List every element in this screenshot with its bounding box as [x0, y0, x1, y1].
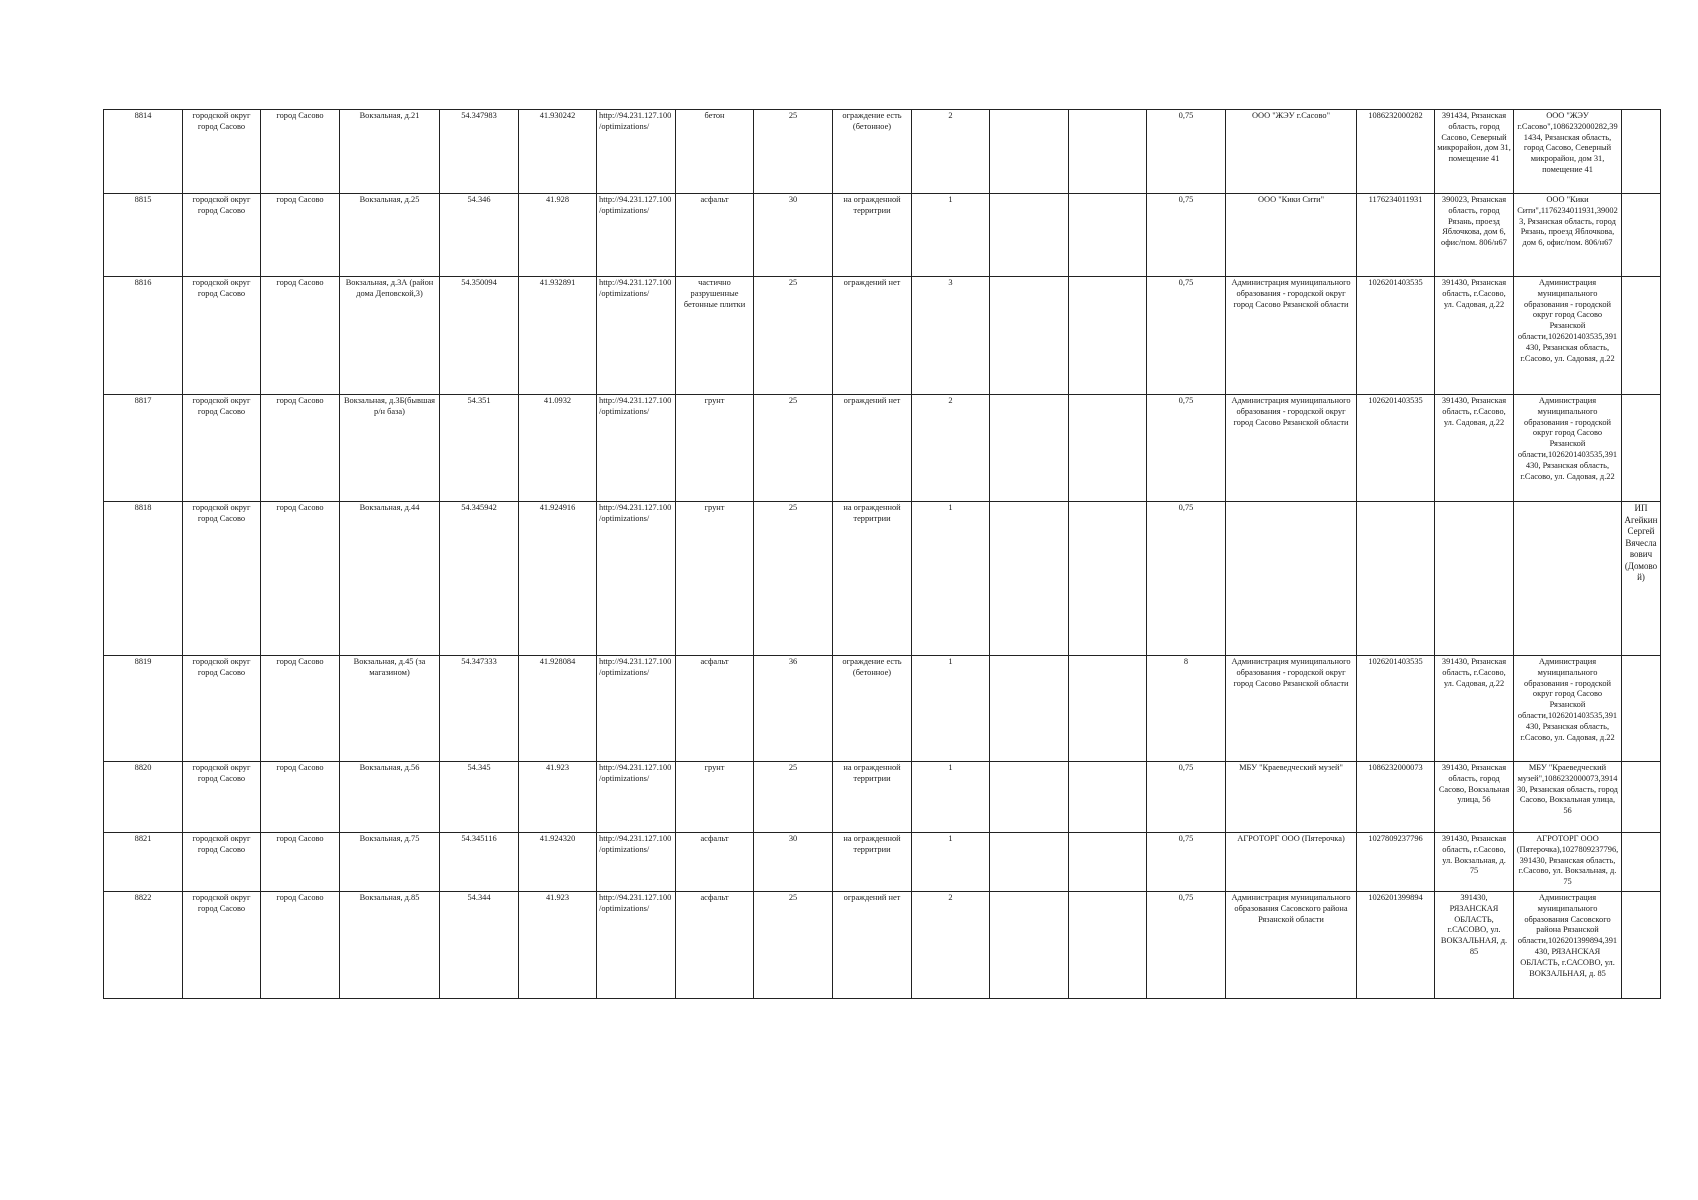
area-cell: 25: [754, 277, 833, 395]
fence-cell: на огражденной территрии: [833, 502, 912, 656]
address-cell: Вокзальная, д.3А (район дома Деповской,3): [340, 277, 440, 395]
container-volume-cell: 0,75: [1147, 194, 1226, 277]
district-cell: городской округ город Сасово: [183, 194, 261, 277]
district-cell: городской округ город Сасово: [183, 395, 261, 502]
area-cell: 25: [754, 892, 833, 999]
latitude-cell: 54.345: [440, 762, 519, 833]
owner-address-cell: 391430, Рязанская область, г.Сасово, ул. Садовая, д.22: [1435, 277, 1514, 395]
record-number-cell: 8815: [104, 194, 183, 277]
district-cell: городской округ город Сасово: [183, 110, 261, 194]
record-number-cell: 8817: [104, 395, 183, 502]
container-volume-cell: 0,75: [1147, 395, 1226, 502]
containers-count-cell: 2: [912, 395, 990, 502]
empty-cell: [1069, 194, 1147, 277]
empty-cell: [1069, 395, 1147, 502]
empty-cell: [990, 892, 1069, 999]
map-link-cell: http://94.231.127.100/optimizations/: [597, 656, 676, 762]
extra-owner-cell: ИП Агейкин Сергей Вячеславович (Домово й): [1622, 502, 1661, 656]
latitude-cell: 54.351: [440, 395, 519, 502]
fence-cell: ограждение есть (бетонное): [833, 110, 912, 194]
ogrn-cell: 1086232000073: [1357, 762, 1435, 833]
district-cell: городской округ город Сасово: [183, 892, 261, 999]
area-cell: 25: [754, 395, 833, 502]
waste-sources-cell: ООО "ЖЭУ г.Сасово",1086232000282,391434, Рязанская область, город Сасово, Северный микрорайон, дом 31, помещение 41: [1514, 110, 1622, 194]
extra-owner-cell: [1622, 762, 1661, 833]
surface-type-cell: грунт: [676, 395, 754, 502]
ogrn-cell: 1026201403535: [1357, 277, 1435, 395]
settlement-cell: город Сасово: [261, 762, 340, 833]
map-link-cell: http://94.231.127.100/optimizations/: [597, 502, 676, 656]
empty-cell: [1069, 110, 1147, 194]
address-cell: Вокзальная, д.44: [340, 502, 440, 656]
ogrn-cell: 1086232000282: [1357, 110, 1435, 194]
containers-count-cell: 1: [912, 833, 990, 892]
extra-owner-cell: [1622, 656, 1661, 762]
surface-type-cell: грунт: [676, 762, 754, 833]
extra-owner-cell: [1622, 892, 1661, 999]
table-row: [104, 110, 1661, 194]
owner-address-cell: 391430, РЯЗАНСКАЯ ОБЛАСТЬ, г.САСОВО, ул. ВОКЗАЛЬНАЯ, д. 85: [1435, 892, 1514, 999]
latitude-cell: 54.347333: [440, 656, 519, 762]
area-cell: 36: [754, 656, 833, 762]
fence-cell: на огражденной территрии: [833, 194, 912, 277]
empty-cell: [1069, 762, 1147, 833]
record-number-cell: 8816: [104, 277, 183, 395]
owner-name-cell: ООО "ЖЭУ г.Сасово": [1226, 110, 1357, 194]
surface-type-cell: асфальт: [676, 656, 754, 762]
empty-cell: [990, 502, 1069, 656]
table-row: [104, 395, 1661, 502]
address-cell: Вокзальная, д.56: [340, 762, 440, 833]
record-number-cell: 8822: [104, 892, 183, 999]
containers-count-cell: 1: [912, 762, 990, 833]
surface-type-cell: бетон: [676, 110, 754, 194]
container-volume-cell: 0,75: [1147, 277, 1226, 395]
longitude-cell: 41.0932: [519, 395, 597, 502]
map-link-cell: http://94.231.127.100/optimizations/: [597, 395, 676, 502]
empty-cell: [990, 656, 1069, 762]
table-row: [104, 277, 1661, 395]
surface-type-cell: асфальт: [676, 194, 754, 277]
surface-type-cell: асфальт: [676, 892, 754, 999]
owner-name-cell: Администрация муниципального образования - городской округ город Сасово Рязанской области: [1226, 656, 1357, 762]
fence-cell: ограждение есть (бетонное): [833, 656, 912, 762]
container-volume-cell: 0,75: [1147, 833, 1226, 892]
containers-count-cell: 1: [912, 194, 990, 277]
latitude-cell: 54.345116: [440, 833, 519, 892]
settlement-cell: город Сасово: [261, 892, 340, 999]
empty-cell: [990, 395, 1069, 502]
district-cell: городской округ город Сасово: [183, 656, 261, 762]
surface-type-cell: грунт: [676, 502, 754, 656]
waste-sources-cell: [1514, 502, 1622, 656]
record-number-cell: 8814: [104, 110, 183, 194]
map-link-cell: http://94.231.127.100/optimizations/: [597, 194, 676, 277]
owner-address-cell: 390023, Рязанская область, город Рязань, проезд Яблочкова, дом 6, офис/пом. 806/н67: [1435, 194, 1514, 277]
owner-address-cell: 391430, Рязанская область, город Сасово, Вокзальная улица, 56: [1435, 762, 1514, 833]
address-cell: Вокзальная, д.21: [340, 110, 440, 194]
map-link-cell: http://94.231.127.100/optimizations/: [597, 277, 676, 395]
settlement-cell: город Сасово: [261, 502, 340, 656]
containers-count-cell: 3: [912, 277, 990, 395]
settlement-cell: город Сасово: [261, 110, 340, 194]
longitude-cell: 41.923: [519, 762, 597, 833]
address-cell: Вокзальная, д.3Б(бывшая р/н база): [340, 395, 440, 502]
waste-sources-cell: Администрация муниципального образования - городской округ город Сасово Рязанской области,1026201403535,391430, Рязанская область, г.Сасово, ул. Садовая, д.22: [1514, 277, 1622, 395]
settlement-cell: город Сасово: [261, 395, 340, 502]
waste-sources-cell: Администрация муниципального образования Сасовского района Рязанской области,1026201399894,391430, РЯЗАНСКАЯ ОБЛАСТЬ, г.САСОВО, ул. ВОКЗАЛЬНАЯ, д. 85: [1514, 892, 1622, 999]
map-link-cell: http://94.231.127.100/optimizations/: [597, 892, 676, 999]
containers-count-cell: 2: [912, 892, 990, 999]
owner-address-cell: 391434, Рязанская область, город Сасово, Северный микрорайон, дом 31, помещение 41: [1435, 110, 1514, 194]
settlement-cell: город Сасово: [261, 656, 340, 762]
latitude-cell: 54.344: [440, 892, 519, 999]
table-row: [104, 502, 1661, 656]
table-row: [104, 762, 1661, 833]
waste-sources-cell: АГРОТОРГ ООО (Пятерочка),1027809237796,391430, Рязанская область, г.Сасово, ул. Вокзальная, д. 75: [1514, 833, 1622, 892]
longitude-cell: 41.928: [519, 194, 597, 277]
empty-cell: [1069, 892, 1147, 999]
latitude-cell: 54.345942: [440, 502, 519, 656]
fence-cell: на огражденной территрии: [833, 762, 912, 833]
longitude-cell: 41.924320: [519, 833, 597, 892]
map-link-cell: http://94.231.127.100/optimizations/: [597, 833, 676, 892]
waste-sources-cell: Администрация муниципального образования - городской округ город Сасово Рязанской области,1026201403535,391430, Рязанская область, г.Сасово, ул. Садовая, д.22: [1514, 395, 1622, 502]
empty-cell: [1069, 502, 1147, 656]
containers-count-cell: 1: [912, 502, 990, 656]
container-volume-cell: 8: [1147, 656, 1226, 762]
address-cell: Вокзальная, д.85: [340, 892, 440, 999]
container-volume-cell: 0,75: [1147, 892, 1226, 999]
fence-cell: ограждений нет: [833, 395, 912, 502]
record-number-cell: 8820: [104, 762, 183, 833]
empty-cell: [1069, 833, 1147, 892]
settlement-cell: город Сасово: [261, 277, 340, 395]
table-row: [104, 833, 1661, 892]
fence-cell: ограждений нет: [833, 277, 912, 395]
owner-name-cell: [1226, 502, 1357, 656]
district-cell: городской округ город Сасово: [183, 762, 261, 833]
area-cell: 30: [754, 194, 833, 277]
owner-name-cell: АГРОТОРГ ООО (Пятерочка): [1226, 833, 1357, 892]
owner-name-cell: Администрация муниципального образования Сасовского района Рязанской области: [1226, 892, 1357, 999]
waste-sources-cell: Администрация муниципального образования - городской округ город Сасово Рязанской области,1026201403535,391430, Рязанская область, г.Сасово, ул. Садовая, д.22: [1514, 656, 1622, 762]
extra-owner-cell: [1622, 194, 1661, 277]
fence-cell: ограждений нет: [833, 892, 912, 999]
empty-cell: [990, 194, 1069, 277]
fence-cell: на огражденной территрии: [833, 833, 912, 892]
longitude-cell: 41.924916: [519, 502, 597, 656]
area-cell: 25: [754, 762, 833, 833]
table-body: [104, 110, 1661, 999]
table-row: [104, 194, 1661, 277]
table-row: [104, 892, 1661, 999]
waste-sources-cell: МБУ "Краеведческий музей",1086232000073,391430, Рязанская область, город Сасово, Вокзальная улица, 56: [1514, 762, 1622, 833]
owner-name-cell: Администрация муниципального образования - городской округ город Сасово Рязанской области: [1226, 395, 1357, 502]
longitude-cell: 41.932891: [519, 277, 597, 395]
empty-cell: [990, 833, 1069, 892]
extra-owner-cell: [1622, 833, 1661, 892]
map-link-cell: http://94.231.127.100/optimizations/: [597, 110, 676, 194]
record-number-cell: 8818: [104, 502, 183, 656]
containers-count-cell: 1: [912, 656, 990, 762]
owner-name-cell: МБУ "Краеведческий музей": [1226, 762, 1357, 833]
empty-cell: [990, 277, 1069, 395]
containers-count-cell: 2: [912, 110, 990, 194]
district-cell: городской округ город Сасово: [183, 277, 261, 395]
waste-sources-cell: ООО "Кики Сити",1176234011931,390023, Рязанская область, город Рязань, проезд Яблочкова, дом 6, офис/пом. 806/н67: [1514, 194, 1622, 277]
container-volume-cell: 0,75: [1147, 502, 1226, 656]
area-cell: 25: [754, 502, 833, 656]
longitude-cell: 41.923: [519, 892, 597, 999]
settlement-cell: город Сасово: [261, 833, 340, 892]
registry-table: [103, 109, 1661, 999]
owner-name-cell: Администрация муниципального образования - городской округ город Сасово Рязанской области: [1226, 277, 1357, 395]
latitude-cell: 54.346: [440, 194, 519, 277]
map-link-cell: http://94.231.127.100/optimizations/: [597, 762, 676, 833]
owner-address-cell: 391430, Рязанская область, г.Сасово, ул. Вокзальная, д. 75: [1435, 833, 1514, 892]
owner-address-cell: 391430, Рязанская область, г.Сасово, ул. Садовая, д.22: [1435, 656, 1514, 762]
empty-cell: [1069, 656, 1147, 762]
latitude-cell: 54.347983: [440, 110, 519, 194]
surface-type-cell: частично разрушенные бетонные плитки: [676, 277, 754, 395]
extra-owner-cell: [1622, 110, 1661, 194]
empty-cell: [990, 110, 1069, 194]
table-row: [104, 656, 1661, 762]
record-number-cell: 8821: [104, 833, 183, 892]
settlement-cell: город Сасово: [261, 194, 340, 277]
ogrn-cell: 1026201403535: [1357, 395, 1435, 502]
address-cell: Вокзальная, д.75: [340, 833, 440, 892]
empty-cell: [990, 762, 1069, 833]
latitude-cell: 54.350094: [440, 277, 519, 395]
address-cell: Вокзальная, д.45 (за магазином): [340, 656, 440, 762]
owner-address-cell: 391430, Рязанская область, г.Сасово, ул. Садовая, д.22: [1435, 395, 1514, 502]
extra-owner-cell: [1622, 395, 1661, 502]
ogrn-cell: 1027809237796: [1357, 833, 1435, 892]
ogrn-cell: [1357, 502, 1435, 656]
district-cell: городской округ город Сасово: [183, 502, 261, 656]
ogrn-cell: 1176234011931: [1357, 194, 1435, 277]
area-cell: 25: [754, 110, 833, 194]
extra-owner-cell: [1622, 277, 1661, 395]
owner-name-cell: ООО "Кики Сити": [1226, 194, 1357, 277]
area-cell: 30: [754, 833, 833, 892]
surface-type-cell: асфальт: [676, 833, 754, 892]
empty-cell: [1069, 277, 1147, 395]
longitude-cell: 41.928084: [519, 656, 597, 762]
container-volume-cell: 0,75: [1147, 762, 1226, 833]
ogrn-cell: 1026201399894: [1357, 892, 1435, 999]
address-cell: Вокзальная, д.25: [340, 194, 440, 277]
longitude-cell: 41.930242: [519, 110, 597, 194]
ogrn-cell: 1026201403535: [1357, 656, 1435, 762]
container-volume-cell: 0,75: [1147, 110, 1226, 194]
record-number-cell: 8819: [104, 656, 183, 762]
owner-address-cell: [1435, 502, 1514, 656]
district-cell: городской округ город Сасово: [183, 833, 261, 892]
